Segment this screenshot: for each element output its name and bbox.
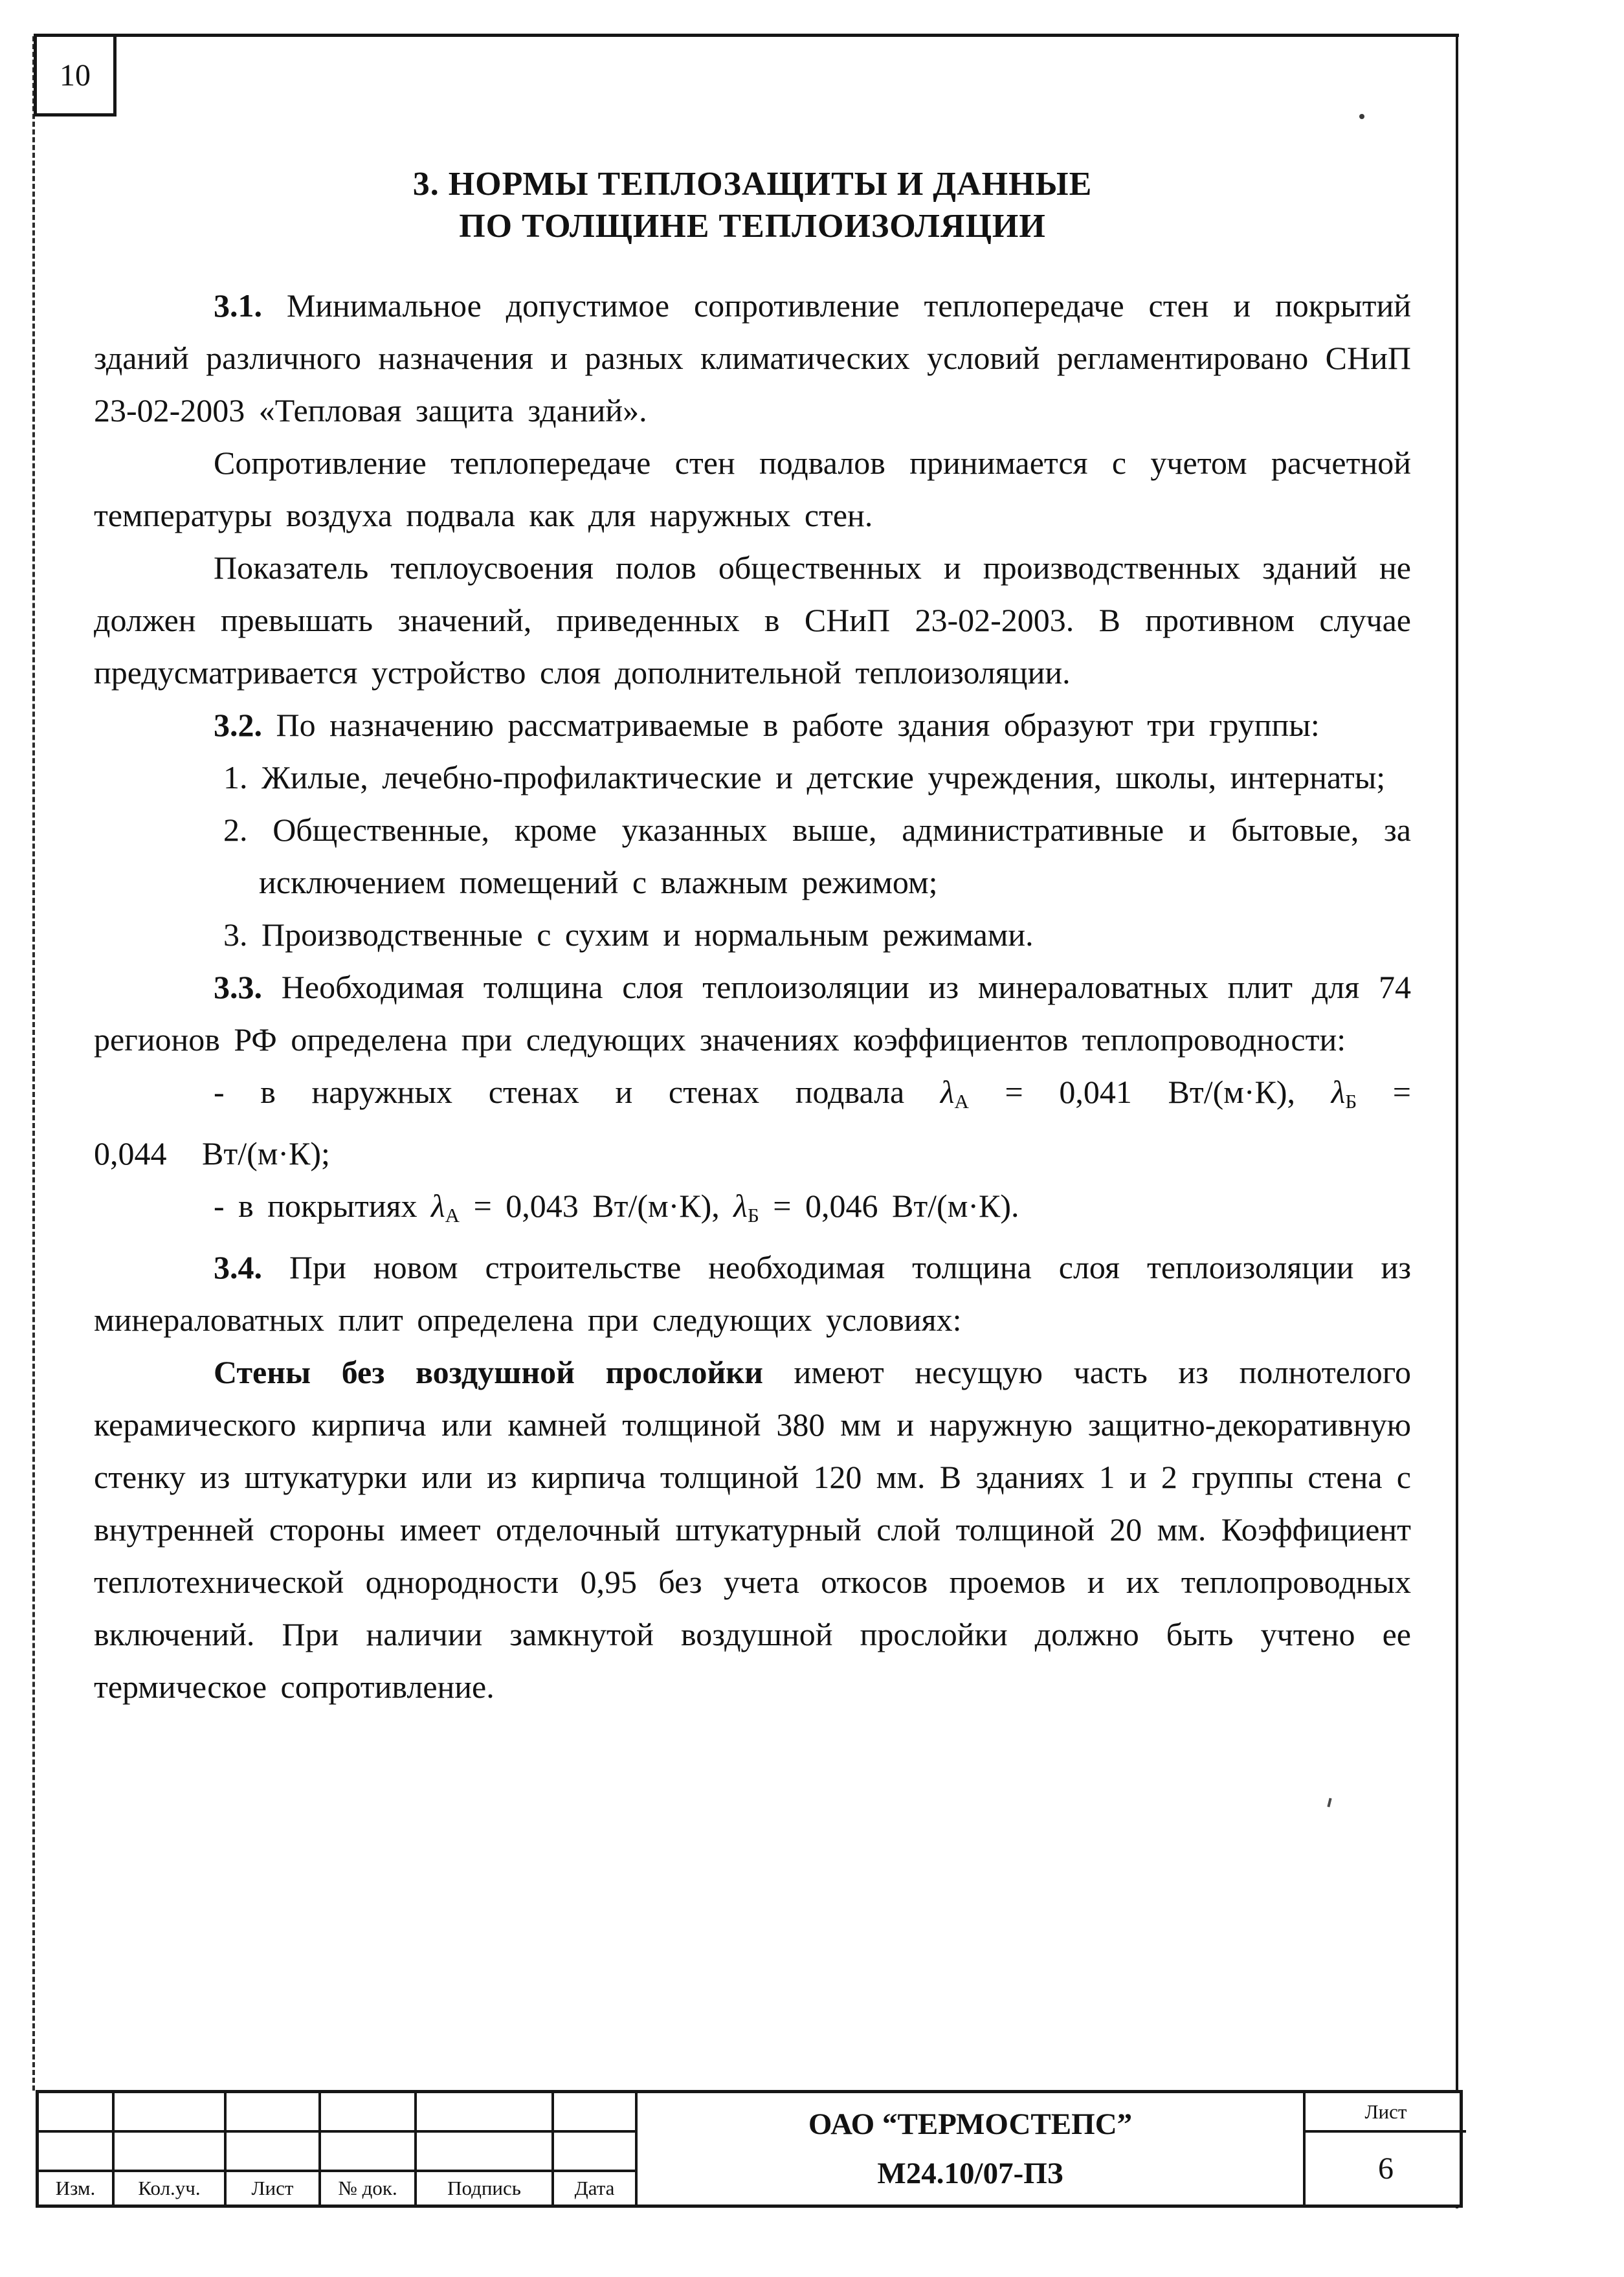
section-title-line1: 3. НОРМЫ ТЕПЛОЗАЩИТЫ И ДАННЫЕ: [412, 166, 1093, 203]
text-segment: Показатель теплоусвоения полов общественных и производственных зданий не должен превышать значений, приведенных в СНиП 23-02-2003. В противном случае предусматривается устройство слоя дополнительной теплоизоляции.: [94, 550, 1411, 691]
list-item: [223, 751, 1411, 804]
text-segment: Необходимая толщина слоя теплоизоляции из минераловатных плит для 74 регионов РФ определена при следующих значениях коэффициентов теплопроводности:: [94, 969, 1411, 1058]
text-segment: Стены без воздушной прослойки: [214, 1353, 763, 1390]
footer-col-koluch: Кол.уч.: [138, 2177, 201, 2199]
subscript: А: [445, 1203, 460, 1227]
paragraph: [94, 437, 1411, 542]
paragraph: [94, 1066, 1411, 1180]
sheet-label: Лист: [1364, 2100, 1407, 2123]
text-segment: - в покрытиях: [214, 1187, 432, 1224]
paragraph: [94, 1346, 1411, 1713]
text-segment: 3.1.: [214, 287, 262, 324]
text-segment: = 0,044 Вт/(м·К);: [94, 1074, 1411, 1172]
footer-divider: [39, 2130, 638, 2133]
text-segment: 3.3.: [214, 969, 262, 1005]
footer-title-block: [36, 2090, 1463, 2208]
lambda-symbol: λ: [431, 1187, 445, 1224]
paragraph: [94, 1241, 1411, 1346]
page-number: 10: [60, 58, 91, 93]
footer-org-cell: [638, 2093, 1303, 2205]
lambda-symbol: λ: [940, 1074, 955, 1110]
page-left-border: [32, 36, 35, 2091]
scan-speck: [1359, 114, 1364, 119]
text-segment: 3.2.: [214, 707, 262, 743]
organization-name: ОАО “ТЕРМОСТЕПС”: [808, 2107, 1133, 2141]
text-segment: = 0,043 Вт/(м·К),: [460, 1187, 734, 1224]
document-code: М24.10/07-ПЗ: [877, 2157, 1063, 2190]
page-top-border: [34, 34, 1459, 37]
footer-col-podpis: Подпись: [447, 2177, 521, 2199]
lambda-symbol: λ: [1331, 1074, 1346, 1110]
text-segment: 3.4.: [214, 1249, 262, 1285]
content-area: [94, 280, 1411, 1713]
section-title-line2: ПО ТОЛЩИНЕ ТЕПЛОИЗОЛЯЦИИ: [459, 208, 1046, 245]
paragraph: [94, 699, 1411, 751]
text-segment: По назначению рассматриваемые в работе здания образуют три группы:: [262, 707, 1320, 743]
text-segment: Сопротивление теплопередаче стен подвалов принимается с учетом расчетной температуры воздуха подвала как для наружных стен.: [94, 445, 1411, 533]
page-right-border: [1456, 34, 1458, 2208]
text-segment: = 0,041 Вт/(м·К),: [968, 1074, 1331, 1110]
footer-col-izm: Изм.: [55, 2177, 96, 2199]
text-segment: При новом строительстве необходимая толщина слоя теплоизоляции из минераловатных плит определена при следующих условиях:: [94, 1249, 1411, 1338]
subscript: А: [954, 1089, 969, 1113]
footer-col-dok: № док.: [338, 2177, 397, 2199]
text-segment: 1. Жилые, лечебно-профилактические и детские учреждения, школы, интернаты;: [223, 759, 1386, 795]
text-segment: Минимальное допустимое сопротивление теплопередаче стен и покрытий зданий различного назначения и разных климатических условий регламентировано СНиП 23-02-2003 «Тепловая защита зданий».: [94, 287, 1411, 428]
footer-col-list: Лист: [251, 2177, 294, 2199]
paragraph: [94, 1180, 1411, 1241]
paragraph: [94, 542, 1411, 699]
text-segment: 2. Общественные, кроме указанных выше, административные и бытовые, за исключением помещений с влажным режимом;: [223, 812, 1411, 900]
text-segment: - в наружных стенах и стенах подвала: [214, 1074, 940, 1110]
subscript: Б: [1345, 1089, 1357, 1113]
paragraph: [94, 280, 1411, 437]
list-item: [223, 804, 1411, 909]
text-segment: 3. Производственные с сухим и нормальным режимами.: [223, 916, 1034, 953]
subscript: Б: [747, 1203, 759, 1227]
text-segment: = 0,046 Вт/(м·К).: [759, 1187, 1019, 1224]
paragraph: [94, 961, 1411, 1066]
page-number-box: [34, 34, 117, 117]
scan-speck: [1327, 1798, 1331, 1808]
list-item: [223, 909, 1411, 961]
lambda-symbol: λ: [733, 1187, 748, 1224]
text-segment: имеют несущую часть из полнотелого керамического кирпича или камней толщиной 380 мм и наружную защитно-декоративную стенку из штукатурки или из кирпича толщиной 120 мм. В зданиях 1 и 2 группы стена с внутренней стороны имеет отделочный штукатурный слой толщиной 20 мм. Коэффициент теплотехнической однородности 0,95 без учета откосов проемов и их теплопроводных включений. При наличии замкнутой воздушной прослойки должно быть учтено ее термическое сопротивление.: [94, 1353, 1411, 1705]
sheet-number: 6: [1378, 2151, 1394, 2186]
footer-col-data: Дата: [574, 2177, 615, 2199]
section-title: [94, 163, 1411, 247]
